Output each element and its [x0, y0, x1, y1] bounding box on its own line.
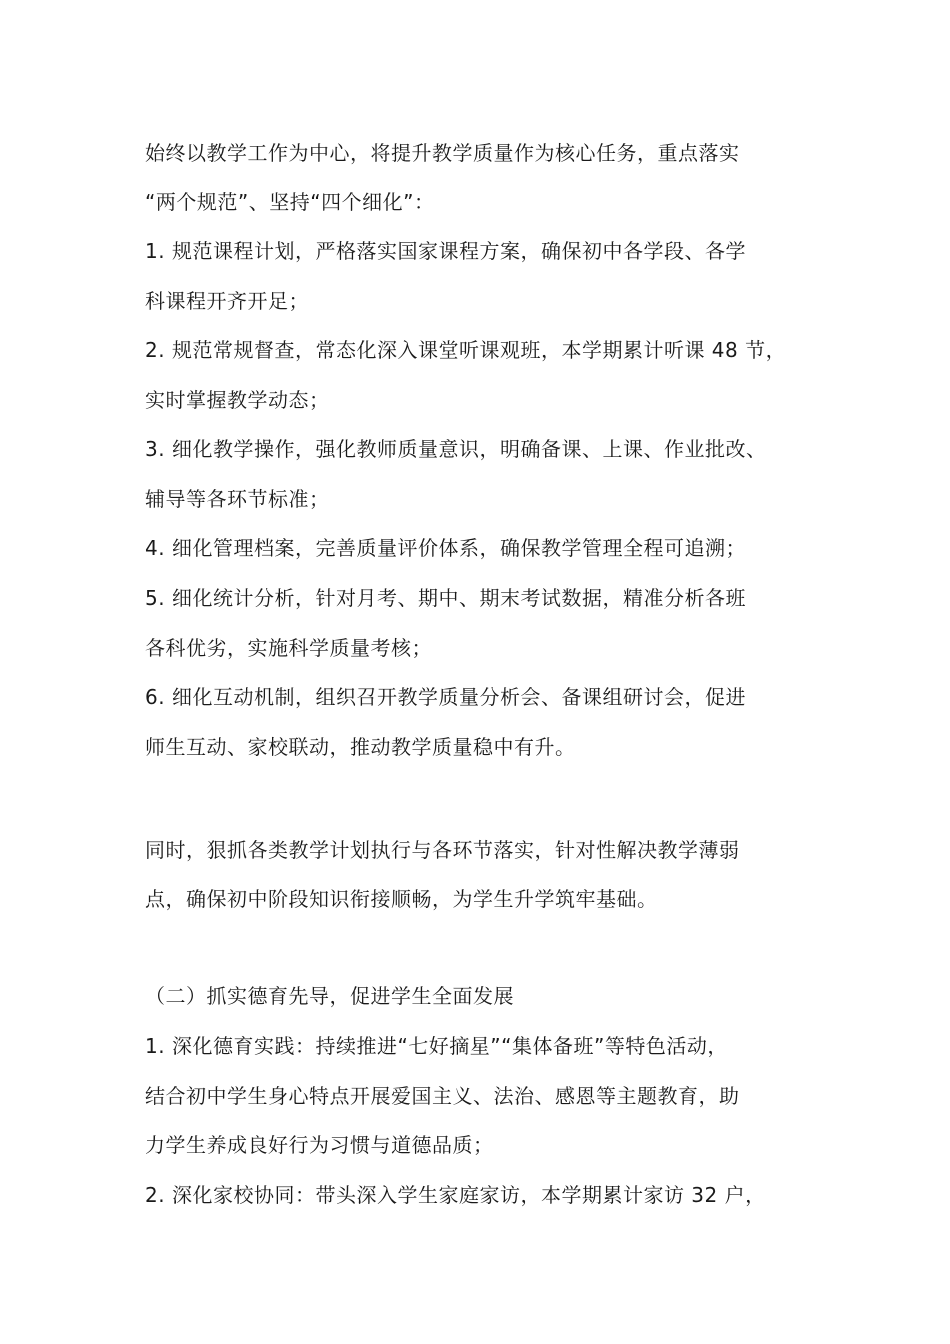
list-item-line: 科课程开齐开足；	[145, 289, 309, 313]
section-heading: （二）抓实德育先导，促进学生全面发展	[145, 984, 514, 1008]
list-item-line: 力学生养成良好行为习惯与道德品质；	[145, 1133, 494, 1157]
list-item-line: 2. 深化家校协同：带头深入学生家庭家访，本学期累计家访 32 户，	[145, 1183, 766, 1207]
list-item-line: 实时掌握教学动态；	[145, 388, 330, 412]
paragraph-line: 同时，狠抓各类教学计划执行与各环节落实，针对性解决教学薄弱	[145, 838, 740, 862]
list-item-line: 1. 规范课程计划，严格落实国家课程方案，确保初中各学段、各学	[145, 239, 746, 263]
paragraph-line: 点，确保初中阶段知识衔接顺畅，为学生升学筑牢基础。	[145, 887, 658, 911]
list-item-line: 2. 规范常规督查，常态化深入课堂听课观班，本学期累计听课 48 节，	[145, 338, 787, 362]
list-item-line: 3. 细化教学操作，强化教师质量意识，明确备课、上课、作业批改、	[145, 437, 767, 461]
list-item-line: 各科优劣，实施科学质量考核；	[145, 636, 432, 660]
list-item-line: 辅导等各环节标准；	[145, 487, 330, 511]
list-item-line: 5. 细化统计分析，针对月考、期中、期末考试数据，精准分析各班	[145, 586, 746, 610]
list-item-line: 4. 细化管理档案，完善质量评价体系，确保教学管理全程可追溯；	[145, 536, 746, 560]
list-item-line: 师生互动、家校联动，推动教学质量稳中有升。	[145, 735, 576, 759]
list-item-line: 6. 细化互动机制，组织召开教学质量分析会、备课组研讨会，促进	[145, 685, 746, 709]
list-item-line: 结合初中学生身心特点开展爱国主义、法治、感恩等主题教育，助	[145, 1084, 740, 1108]
paragraph-line: 始终以教学工作为中心，将提升教学质量作为核心任务，重点落实	[145, 141, 740, 165]
list-item-line: 1. 深化德育实践：持续推进“七好摘星”“集体备班”等特色活动，	[145, 1034, 728, 1058]
paragraph-line: “两个规范”、坚持“四个细化”：	[145, 190, 435, 214]
